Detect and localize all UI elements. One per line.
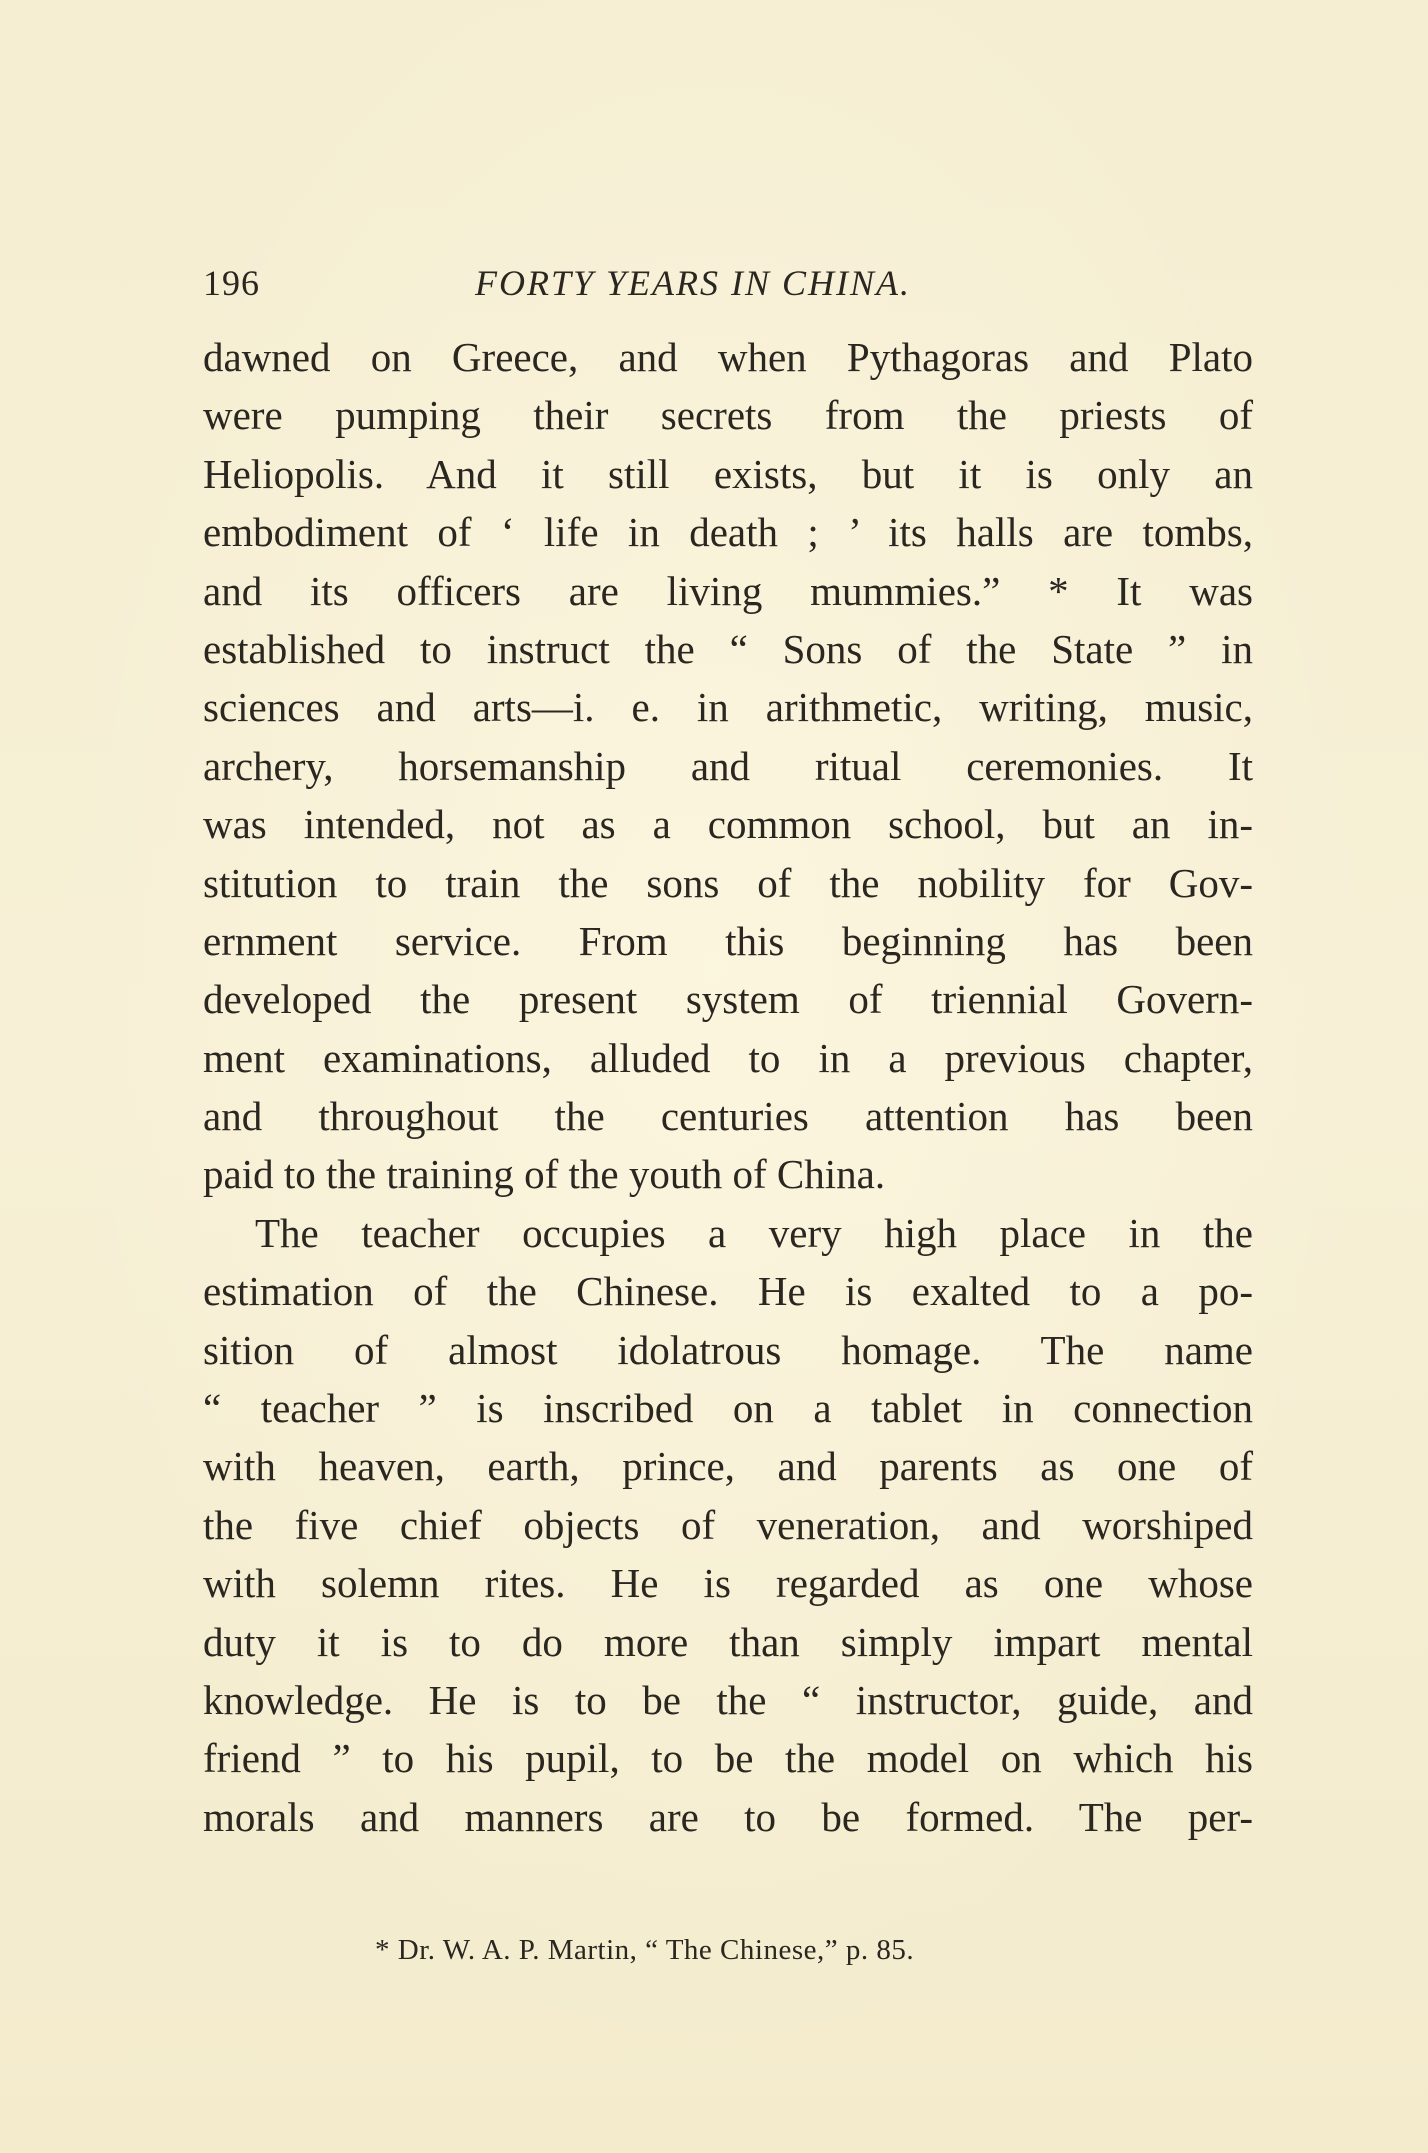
text-line: and its officers are living mummies.” * It was: [203, 567, 1253, 614]
text-line: duty it is to do more than simply impart mental: [203, 1618, 1253, 1665]
text-line: embodiment of ‘ life in death ; ’ its halls are tombs,: [203, 509, 1253, 556]
text-line: with heaven, earth, prince, and parents as one of: [203, 1443, 1253, 1490]
text-line: were pumping their secrets from the priests of: [203, 392, 1253, 439]
text-line: sition of almost idolatrous homage. The name: [203, 1326, 1253, 1373]
text-line: ernment service. From this beginning has been: [203, 917, 1253, 964]
page-number: 196: [203, 263, 260, 303]
footnote: * Dr. W. A. P. Martin, “ The Chinese,” p. 85.: [375, 1934, 915, 1966]
text-line: dawned on Greece, and when Pythagoras and Plato: [203, 334, 1253, 380]
text-line: morals and manners are to be formed. The per-: [203, 1793, 1253, 1840]
text-line: was intended, not as a common school, but an in-: [203, 801, 1253, 848]
text-line: Heliopolis. And it still exists, but it is only an: [203, 450, 1253, 497]
text-line: “ teacher ” is inscribed on a tablet in connection: [203, 1385, 1253, 1432]
text-line: knowledge. He is to be the “ instructor, guide, and: [203, 1676, 1253, 1723]
running-title: FORTY YEARS IN CHINA.: [475, 263, 912, 303]
text-line: with solemn rites. He is regarded as one whose: [203, 1560, 1253, 1607]
text-line: sciences and arts—i. e. in arithmetic, writing, music,: [203, 684, 1253, 731]
text-line: estimation of the Chinese. He is exalted to a po-: [203, 1268, 1253, 1315]
text-line: the five chief objects of veneration, and worshiped: [203, 1501, 1253, 1548]
text-line: ment examinations, alluded to in a previous chapter,: [203, 1034, 1253, 1081]
text-line: friend ” to his pupil, to be the model on which his: [203, 1735, 1253, 1782]
text-line: archery, horsemanship and ritual ceremonies. It: [203, 742, 1253, 789]
body-text: [203, 328, 1253, 1846]
paragraph-end-line: paid to the training of the youth of China.: [203, 1151, 886, 1198]
text-line: established to instruct the “ Sons of the State ” in: [203, 625, 1253, 672]
text-line: and throughout the centuries attention has been: [203, 1093, 1253, 1140]
text-line: developed the present system of triennial Govern-: [203, 976, 1253, 1023]
page-header: [203, 258, 1238, 308]
text-line: stitution to train the sons of the nobility for Gov-: [203, 859, 1253, 906]
paragraph-start-line: The teacher occupies a very high place in the: [255, 1209, 1253, 1256]
